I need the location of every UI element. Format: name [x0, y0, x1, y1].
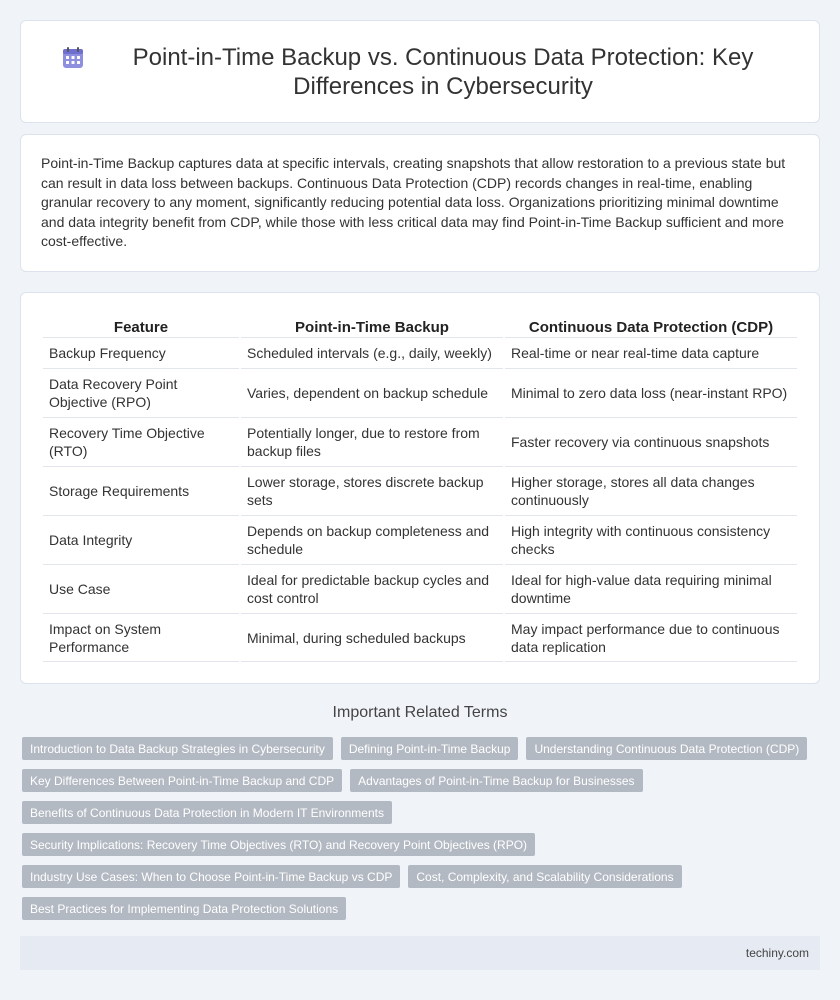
- table-row: [43, 515, 797, 564]
- table-row: [43, 337, 797, 368]
- footer: [20, 936, 820, 970]
- related-term-tag[interactable]: Industry Use Cases: When to Choose Point-in-Time Backup vs CDP: [22, 865, 400, 888]
- table-cell: Varies, dependent on backup schedule: [241, 368, 503, 417]
- intro-card: [20, 134, 820, 272]
- comparison-table: [41, 313, 799, 662]
- footer-site-link[interactable]: techiny.com: [745, 946, 809, 960]
- table-cell: Impact on System Performance: [43, 613, 239, 662]
- table-cell: Faster recovery via continuous snapshots: [505, 417, 797, 466]
- related-term-tag[interactable]: Understanding Continuous Data Protection (CDP): [526, 737, 807, 760]
- table-cell: Recovery Time Objective (RTO): [43, 417, 239, 466]
- table-cell: Higher storage, stores all data changes continuously: [505, 466, 797, 515]
- table-cell: Data Integrity: [43, 515, 239, 564]
- table-header-row: [43, 313, 797, 337]
- table-cell: Depends on backup completeness and schedule: [241, 515, 503, 564]
- calendar-icon: [61, 46, 85, 70]
- related-term-tag[interactable]: Introduction to Data Backup Strategies in Cybersecurity: [22, 737, 333, 760]
- table-cell: May impact performance due to continuous data replication: [505, 613, 797, 662]
- table-cell: Use Case: [43, 564, 239, 613]
- table-cell: High integrity with continuous consistency checks: [505, 515, 797, 564]
- header-card: [20, 20, 820, 123]
- table-cell: Scheduled intervals (e.g., daily, weekly): [241, 337, 503, 368]
- related-term-tag[interactable]: Defining Point-in-Time Backup: [341, 737, 519, 760]
- related-term-tag[interactable]: Key Differences Between Point-in-Time Backup and CDP: [22, 769, 342, 792]
- page-title: Point-in-Time Backup vs. Continuous Data Protection: Key Differences in Cybersecurity: [132, 43, 754, 100]
- related-term-tag[interactable]: Best Practices for Implementing Data Protection Solutions: [22, 897, 346, 920]
- table-row: [43, 417, 797, 466]
- comparison-table-card: [20, 292, 820, 684]
- title-wrap: [21, 21, 819, 122]
- intro-text: Point-in-Time Backup captures data at specific intervals, creating snapshots that allow restoration to a previous state but can result in data loss between backups. Continuous Data Protection (CDP) records changes in real-time, enabling granular recovery to any moment, significantly reducing potential data loss. Organizations prioritizing minimal downtime and data integrity benefit from CDP, while those with less critical data may find Point-in-Time Backup sufficient and more cost-effective.: [41, 155, 786, 250]
- table-cell: Ideal for high-value data requiring minimal downtime: [505, 564, 797, 613]
- table-cell: Minimal to zero data loss (near-instant RPO): [505, 368, 797, 417]
- header-point-in-time: Point-in-Time Backup: [295, 318, 449, 336]
- table-row: [43, 466, 797, 515]
- related-terms-list: [22, 737, 822, 920]
- table-cell: Data Recovery Point Objective (RPO): [43, 368, 239, 417]
- table-cell: Potentially longer, due to restore from backup files: [241, 417, 503, 466]
- table-row: [43, 368, 797, 417]
- related-term-tag[interactable]: Benefits of Continuous Data Protection in Modern IT Environments: [22, 801, 392, 824]
- table-row: [43, 564, 797, 613]
- table-cell: Minimal, during scheduled backups: [241, 613, 503, 662]
- table-cell: Ideal for predictable backup cycles and cost control: [241, 564, 503, 613]
- related-term-tag[interactable]: Cost, Complexity, and Scalability Considerations: [408, 865, 681, 888]
- related-term-tag[interactable]: Advantages of Point-in-Time Backup for Businesses: [350, 769, 642, 792]
- table-cell: Real-time or near real-time data capture: [505, 337, 797, 368]
- table-cell: Storage Requirements: [43, 466, 239, 515]
- table-row: [43, 613, 797, 662]
- header-cdp: Continuous Data Protection (CDP): [528, 318, 774, 336]
- related-term-tag[interactable]: Security Implications: Recovery Time Objectives (RTO) and Recovery Point Objectives (RPO): [22, 833, 535, 856]
- header-feature: Feature: [113, 318, 169, 336]
- table-cell: Lower storage, stores discrete backup sets: [241, 466, 503, 515]
- table-cell: Backup Frequency: [43, 337, 239, 368]
- related-terms-title: Important Related Terms: [332, 704, 508, 721]
